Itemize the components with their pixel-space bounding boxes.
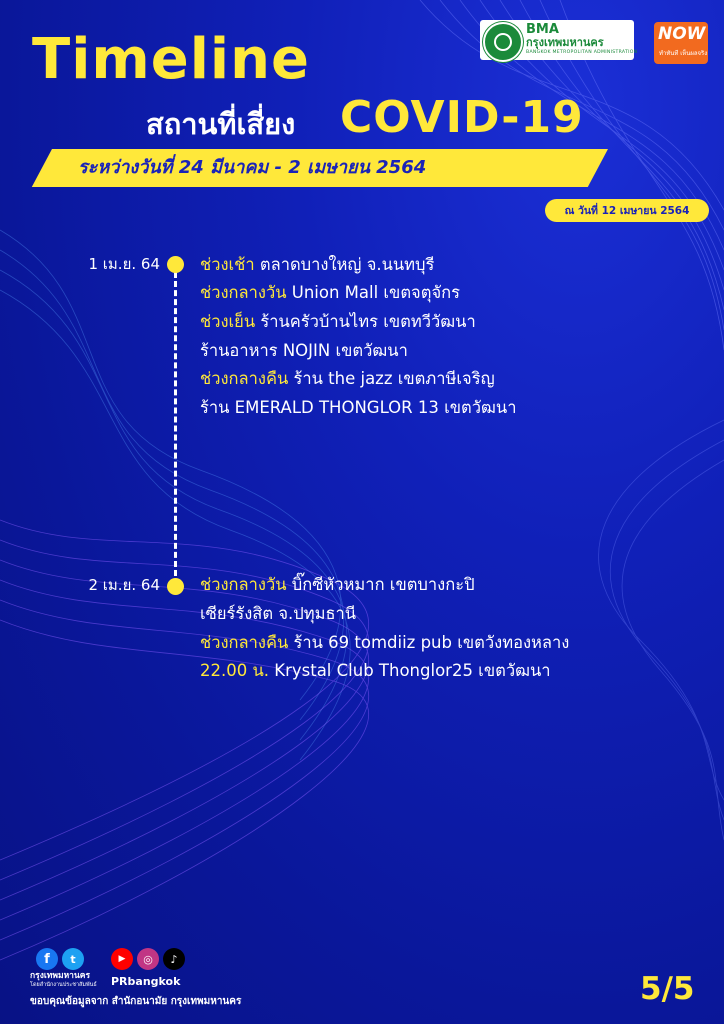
bma-thai-name: กรุงเทพมหานคร [526, 36, 604, 49]
twitter-icon[interactable]: t [62, 948, 84, 970]
timeline-entry: ช่วงเย็น ร้านครัวบ้านไทร เขตทวีวัฒนา [200, 312, 476, 331]
now-logo-word: NOW [658, 24, 706, 44]
bma-logo [480, 20, 638, 60]
page-number: 5/5 [640, 971, 695, 1007]
timeline-entry: ช่วงกลางคืน ร้าน the jazz เขตภาษีเจริญ [200, 369, 495, 388]
timeline-connector [174, 263, 177, 585]
timeline-entry: ช่วงกลางคืน ร้าน 69 tomdiiz pub เขตวังทองหลาง [200, 633, 570, 652]
subtitle-risk-places: สถานที่เสี่ยง [146, 107, 296, 141]
timeline-dot [167, 256, 184, 273]
bma-emblem-icon [483, 22, 523, 62]
tiktok-icon[interactable]: ♪ [163, 948, 185, 970]
timeline-entry: ช่วงกลางวัน Union Mall เขตจตุจักร [200, 283, 460, 302]
timeline-entry: ร้านอาหาร NOJIN เขตวัฒนา [200, 341, 408, 360]
now-logo [654, 22, 708, 64]
timeline-entry: เซียร์รังสิต จ.ปทุมธานี [200, 604, 357, 623]
timeline-entry: ช่วงเช้า ตลาดบางใหญ่ จ.นนทบุรี [200, 255, 435, 274]
instagram-icon[interactable]: ◎ [137, 948, 159, 970]
subtitle-covid: COVID-19 [340, 92, 584, 143]
bma-english-name: BANGKOK METROPOLITAN ADMINISTRATION [526, 50, 638, 55]
as-of-date-badge: ณ วันที่ 12 เมษายน 2564 [545, 199, 709, 222]
footer-handle: PRbangkok [111, 975, 181, 988]
timeline-entry: ร้าน EMERALD THONGLOR 13 เขตวัฒนา [200, 398, 517, 417]
timeline-date: 1 เม.ย. 64 [88, 255, 160, 273]
footer-bma-name: กรุงเทพมหานคร [30, 971, 91, 981]
footer-bma-sub: โดยสำนักงานประชาสัมพันธ์ [30, 982, 97, 988]
timeline-dot [167, 578, 184, 595]
now-logo-tagline: ทำทันที เห็นผลจริง [659, 50, 708, 57]
timeline-entry: ช่วงกลางวัน บิ๊กซีหัวหมาก เขตบางกะปิ [200, 575, 475, 594]
facebook-icon[interactable]: f [36, 948, 58, 970]
youtube-icon[interactable]: ▶ [111, 948, 133, 970]
timeline-entry: 22.00 น. Krystal Club Thonglor25 เขตวัฒนา [200, 661, 551, 680]
bma-abbr: BMA [526, 22, 559, 37]
timeline-date: 2 เม.ย. 64 [88, 576, 160, 594]
date-range-text: ระหว่างวันที่ 24 มีนาคม - 2 เมษายน 2564 [78, 157, 427, 178]
footer-credit: ขอบคุณข้อมูลจาก สำนักอนามัย กรุงเทพมหานคร [30, 996, 242, 1007]
page-title: Timeline [32, 27, 310, 92]
